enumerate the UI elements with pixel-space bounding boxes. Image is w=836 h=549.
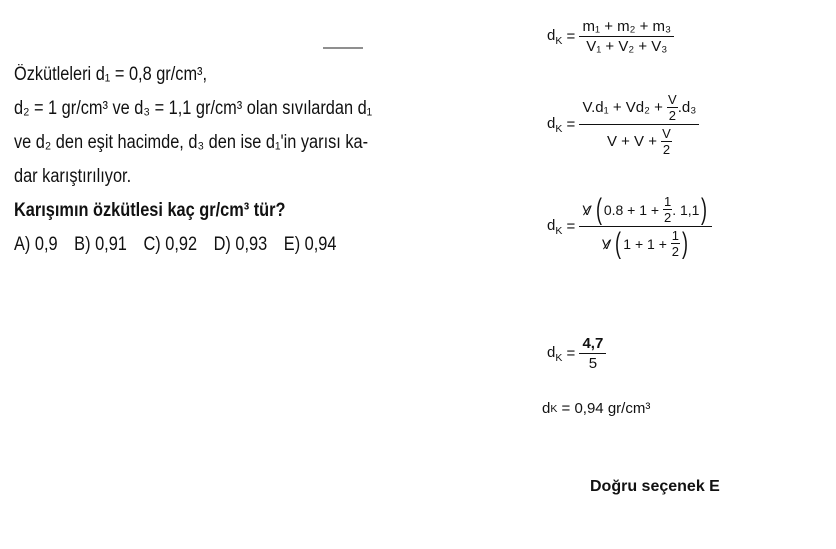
answer-options — [14, 228, 349, 262]
step-3-numerator: V ( 0.8 + 1 + $\frac{1}{2}$ . 1,1 ) — [579, 194, 712, 227]
solution-step-3: $d_K$ = V ( 0.8 + 1 + $\frac{1}{2}$ . 1,1 ) V ( 1 + 1 + $\frac{1}{2}$ ) — [547, 194, 712, 259]
step-2-denominator: V + V + $\frac{V}{2}$ — [606, 126, 671, 157]
option-c[interactable]: C) 0,92 — [143, 234, 198, 255]
stray-mark — [323, 47, 363, 49]
step-3-denominator: V ( 1 + 1 + $\frac{1}{2}$ ) — [601, 226, 688, 260]
question-prompt: Karışımın özkütlesi kaç gr/cm³ tür? — [14, 200, 286, 221]
solution-step-4: $d_K$ = $\frac{4,7}{5}$ — [547, 335, 606, 372]
question-line-1: Özkütleleri d₁ = 0,8 gr/cm³, — [14, 64, 208, 85]
solution-step-1: $d_K$ = $\frac{\text{m₁ + m₂ + m₃}}{\text{V₁ + V₂ + V₃}}$ — [547, 18, 674, 55]
step-2-numerator: V.d₁ + Vd₂ + $\frac{V}{2}$ .d₃ — [579, 92, 699, 125]
question-line-4: dar karıştırılıyor. — [14, 166, 132, 187]
step-2-fraction — [579, 92, 699, 157]
step-1-fraction — [579, 18, 674, 55]
option-d[interactable]: D) 0,93 — [213, 234, 268, 255]
cancelled-v: V — [582, 201, 592, 218]
solution-step-2: $d_K$ = V.d₁ + Vd₂ + $\frac{V}{2}$ .d₃ V + V + $\frac{V}{2}$ — [547, 92, 699, 157]
option-e[interactable]: E) 0,94 — [283, 234, 337, 255]
step-1-denominator: V₁ + V₂ + V₃ — [586, 38, 668, 55]
solution-final: d K = 0,94 gr/cm³ — [542, 400, 651, 417]
step-1-numerator: m₁ + m₂ + m₃ — [579, 18, 674, 37]
question-block — [14, 58, 484, 262]
correct-answer: Doğru seçenek E — [590, 478, 720, 495]
final-value: = 0,94 gr/cm³ — [561, 400, 651, 417]
lhs-symbol: $d_K$ — [547, 26, 563, 47]
cancelled-v: V — [601, 235, 612, 252]
option-b[interactable]: B) 0,91 — [74, 234, 127, 255]
option-a[interactable]: A) 0,9 — [14, 234, 58, 255]
step-4-denominator: 5 — [588, 355, 598, 372]
question-line-3: ve d₂ den eşit hacimde, d₃ den ise d₁'in yarısı ka- — [14, 132, 369, 153]
step-3-fraction — [579, 194, 712, 259]
step-4-numerator: 4,7 — [579, 335, 606, 354]
question-line-2: d₂ = 1 gr/cm³ ve d₃ = 1,1 gr/cm³ olan sıvılardan d₁ — [14, 98, 373, 119]
step-4-fraction — [579, 335, 606, 372]
